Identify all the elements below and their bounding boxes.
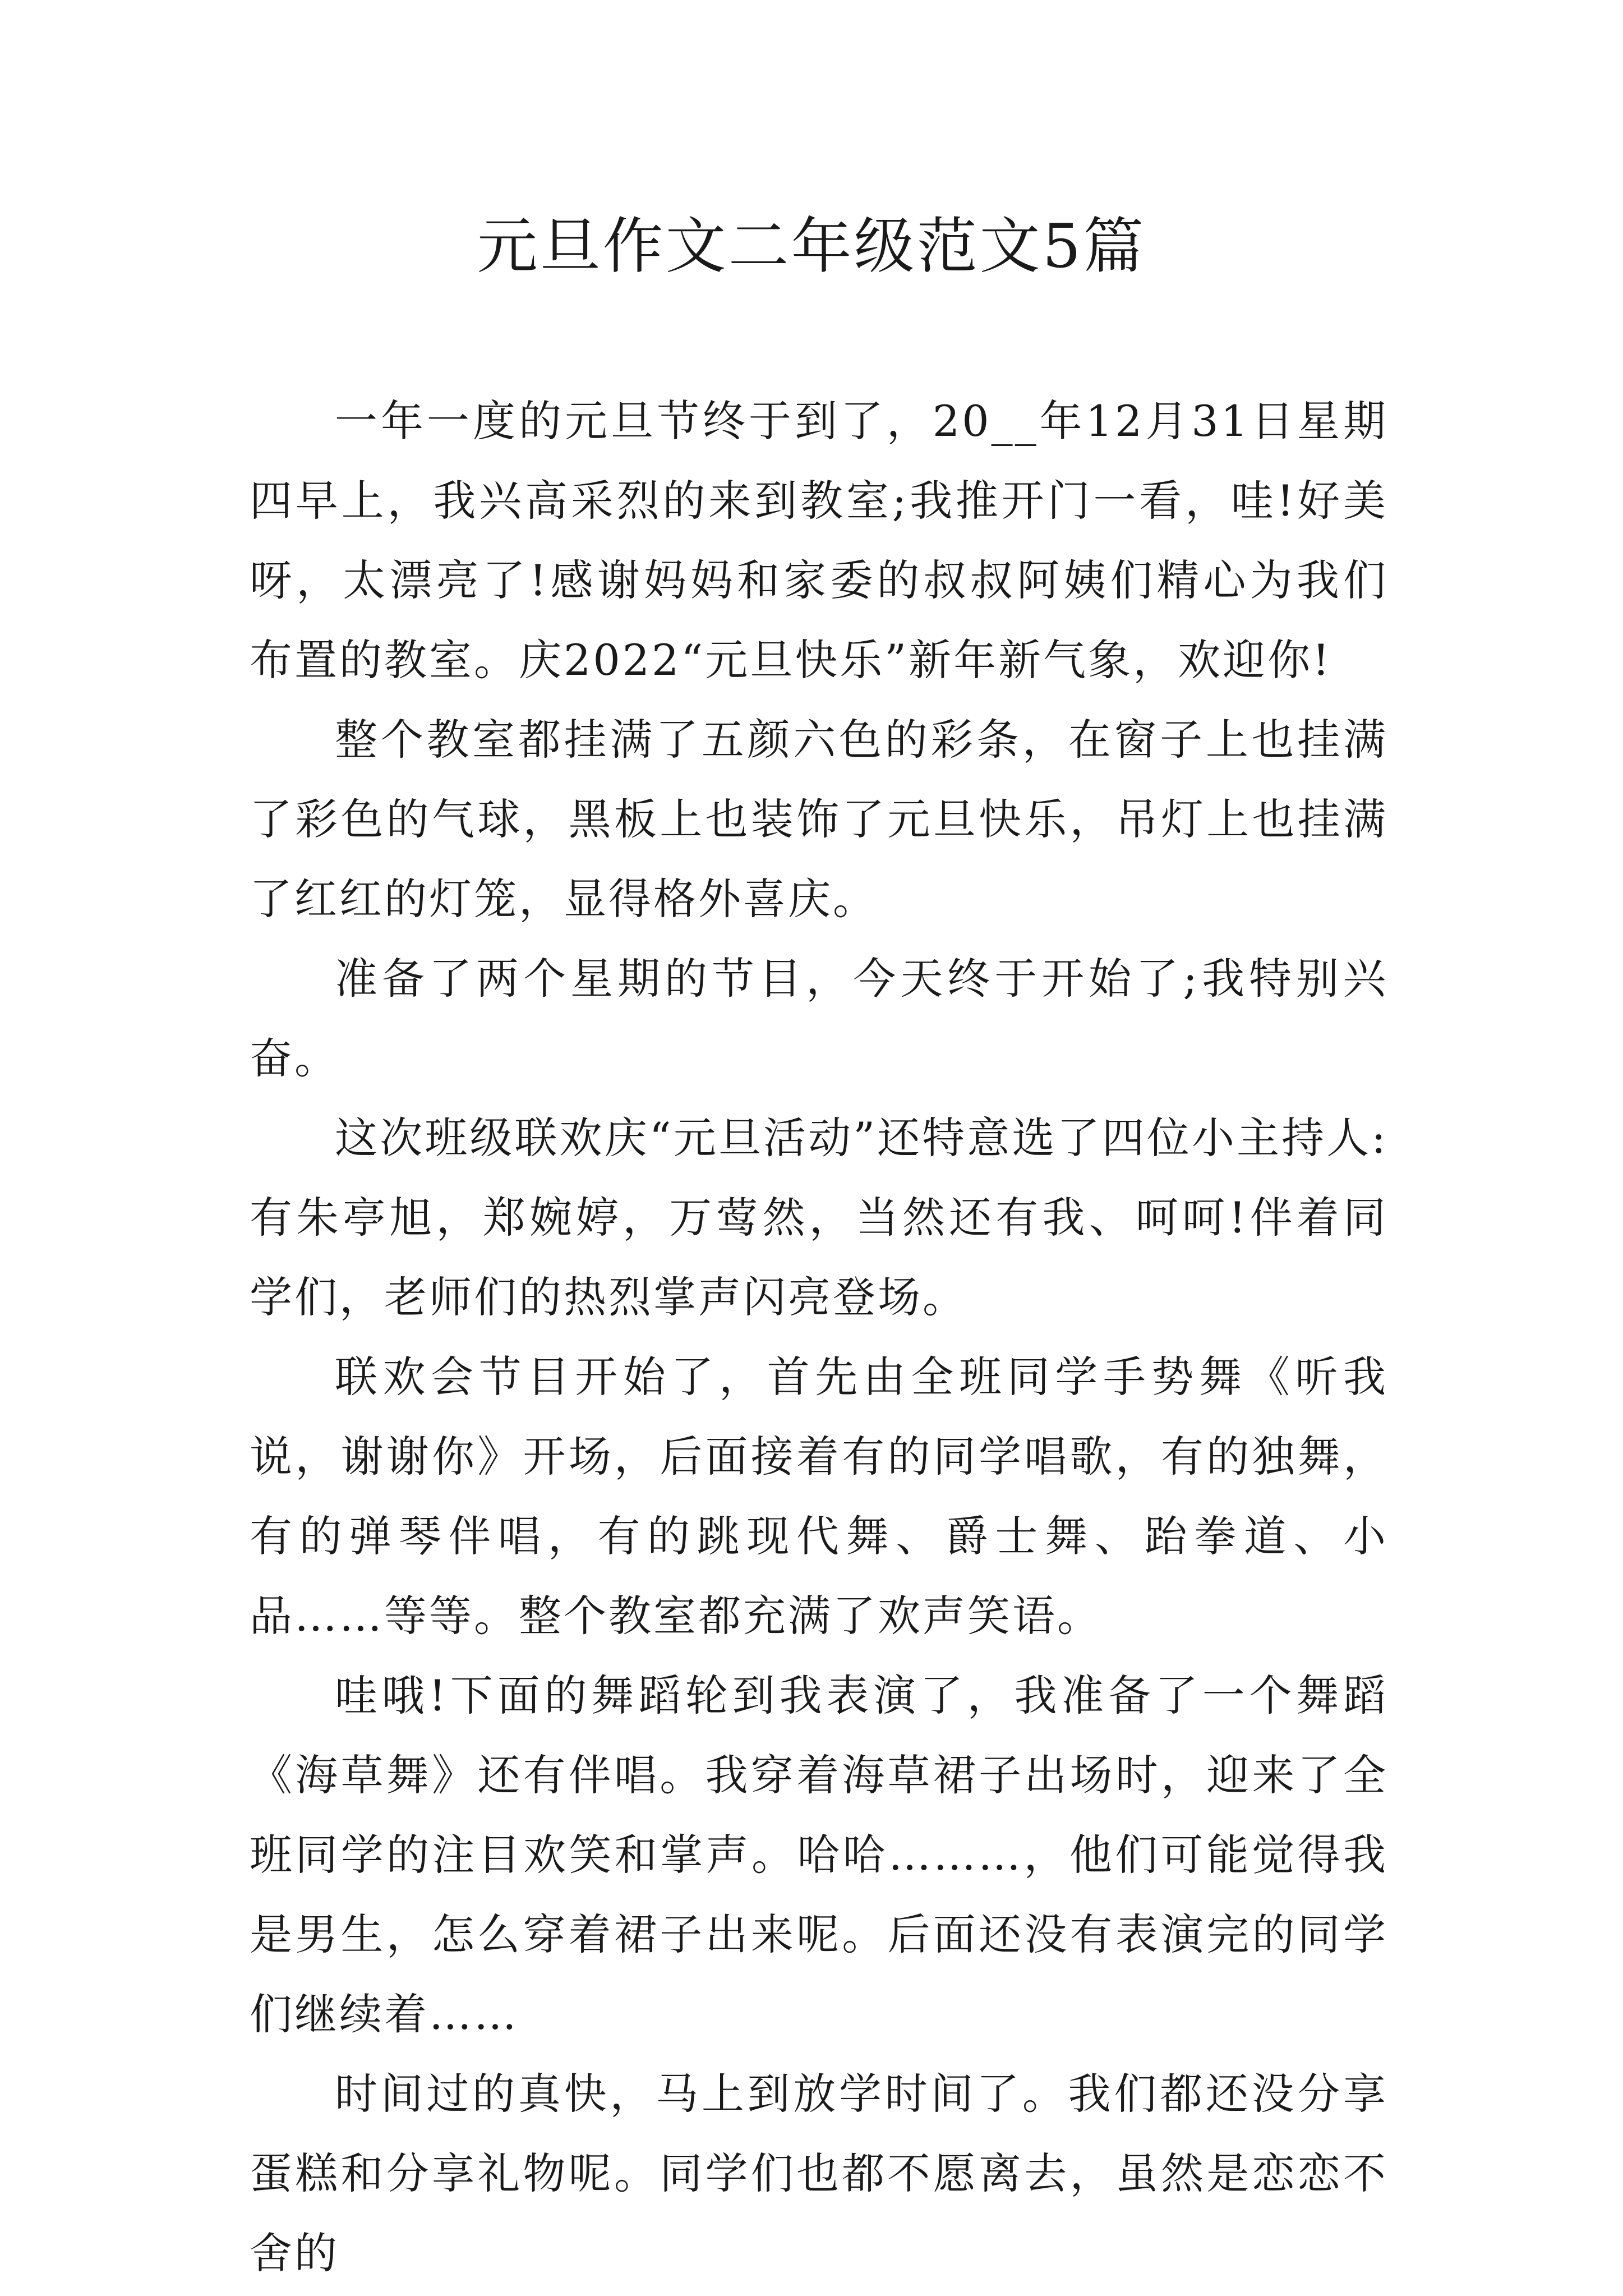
paragraph: 时间过的真快，马上到放学时间了。我们都还没分享蛋糕和分享礼物呢。同学们也都不愿离去，虽然是恋恋不舍的 (250, 2069, 1388, 2278)
paragraph: 这次班级联欢庆“元旦活动”还特意选了四位小主持人:有朱亭旭，郑婉婷，万莺然，当然还有我、呵呵!伴着同学们，老师们的热烈掌声闪亮登场。 (250, 1113, 1388, 1322)
paragraph: 整个教室都挂满了五颜六色的彩条，在窗子上也挂满了彩色的气球，黑板上也装饰了元旦快乐，吊灯上也挂满了红红的灯笼，显得格外喜庆。 (250, 715, 1388, 924)
paragraph: 联欢会节目开始了，首先由全班同学手势舞《听我说，谢谢你》开场，后面接着有的同学唱歌，有的独舞，有的弹琴伴唱，有的跳现代舞、爵士舞、跆拳道、小品……等等。整个教室都充满了欢声笑语。 (250, 1352, 1388, 1641)
paragraph: 一年一度的元旦节终于到了，20__年12月31日星期四早上，我兴高采烈的来到教室;我推开门一看，哇!好美呀，太漂亮了!感谢妈妈和家委的叔叔阿姨们精心为我们布置的教室。庆2022“元旦快乐”新年新气象，欢迎你! (250, 396, 1388, 685)
paragraph: 准备了两个星期的节目，今天终于开始了;我特别兴奋。 (250, 954, 1388, 1083)
paragraph: 哇哦!下面的舞蹈轮到我表演了，我准备了一个舞蹈《海草舞》还有伴唱。我穿着海草裙子出场时，迎来了全班同学的注目欢笑和掌声。哈哈………，他们可能觉得我是男生，怎么穿着裙子出来呢。后面还没有表演完的同学们继续着…… (250, 1671, 1388, 2039)
document-title: 元旦作文二年级范文5篇 (477, 211, 1146, 282)
document-body (250, 381, 1388, 2293)
